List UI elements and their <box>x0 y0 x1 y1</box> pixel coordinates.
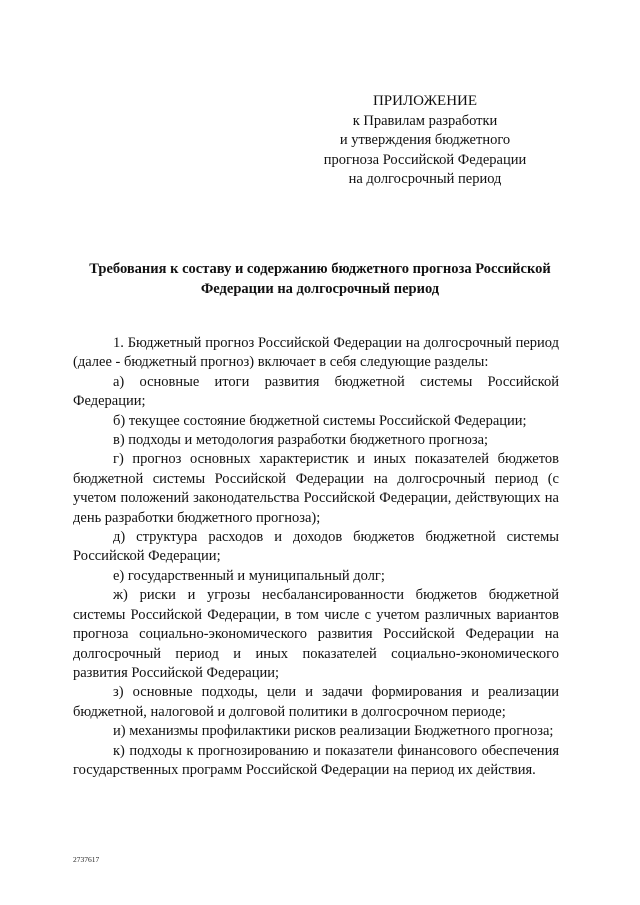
appendix-line: прогноза Российской Федерации <box>323 151 527 168</box>
appendix-line: к Правилам разработки <box>352 112 498 129</box>
title-line: Федерации на долгосрочный период <box>200 281 440 297</box>
paragraph-b: б) текущее состояние бюджетной системы Российской Федерации; <box>113 412 527 429</box>
document-code: 2737617 <box>73 855 100 864</box>
appendix-block <box>300 92 550 190</box>
appendix-line: на долгосрочный период <box>348 171 502 187</box>
document-title <box>60 259 580 299</box>
paragraph-e: е) государственный и муниципальный долг; <box>113 567 385 584</box>
appendix-heading: ПРИЛОЖЕНИЕ <box>372 93 478 109</box>
paragraph-k: к) подходы к прогнозированию и показатели финансового обеспечения государственных программ Российской Федерации на период их действия. <box>73 742 559 778</box>
paragraph-zh: ж) риски и угрозы несбалансированности бюджетов бюджетной системы Российской Федерации, в том числе с учетом различных вариантов прогноза социально-экономического развития Российской Федерации на долгосрочный период и иных показателей социально-экономического развития Российской Федерации; <box>73 587 559 681</box>
paragraph-v: в) подходы и методология разработки бюджетного прогноза; <box>113 432 489 449</box>
paragraph-1: 1. Бюджетный прогноз Российской Федерации на долгосрочный период (далее - бюджетный прогноз) включает в себя следующие разделы: <box>73 335 559 371</box>
paragraph-i: и) механизмы профилактики рисков реализации Бюджетного прогноза; <box>113 723 554 740</box>
paragraph-z: з) основные подходы, цели и задачи формирования и реализации бюджетной, налоговой и долговой политики в долгосрочном периоде; <box>73 684 559 720</box>
paragraph-d: д) структура расходов и доходов бюджетов бюджетной системы Российской Федерации; <box>73 529 559 565</box>
paragraph-g: г) прогноз основных характеристик и иных показателей бюджетов бюджетной системы Российской Федерации на долгосрочный период (с учетом положений законодательства Российской Федерации, действующих на день разработки бюджетного прогноза); <box>73 451 559 526</box>
title-line: Требования к составу и содержанию бюджетного прогноза Российской <box>89 261 551 277</box>
paragraph-a: а) основные итоги развития бюджетной системы Российской Федерации; <box>73 373 559 410</box>
appendix-line: и утверждения бюджетного <box>339 132 511 148</box>
document-body <box>73 334 559 780</box>
